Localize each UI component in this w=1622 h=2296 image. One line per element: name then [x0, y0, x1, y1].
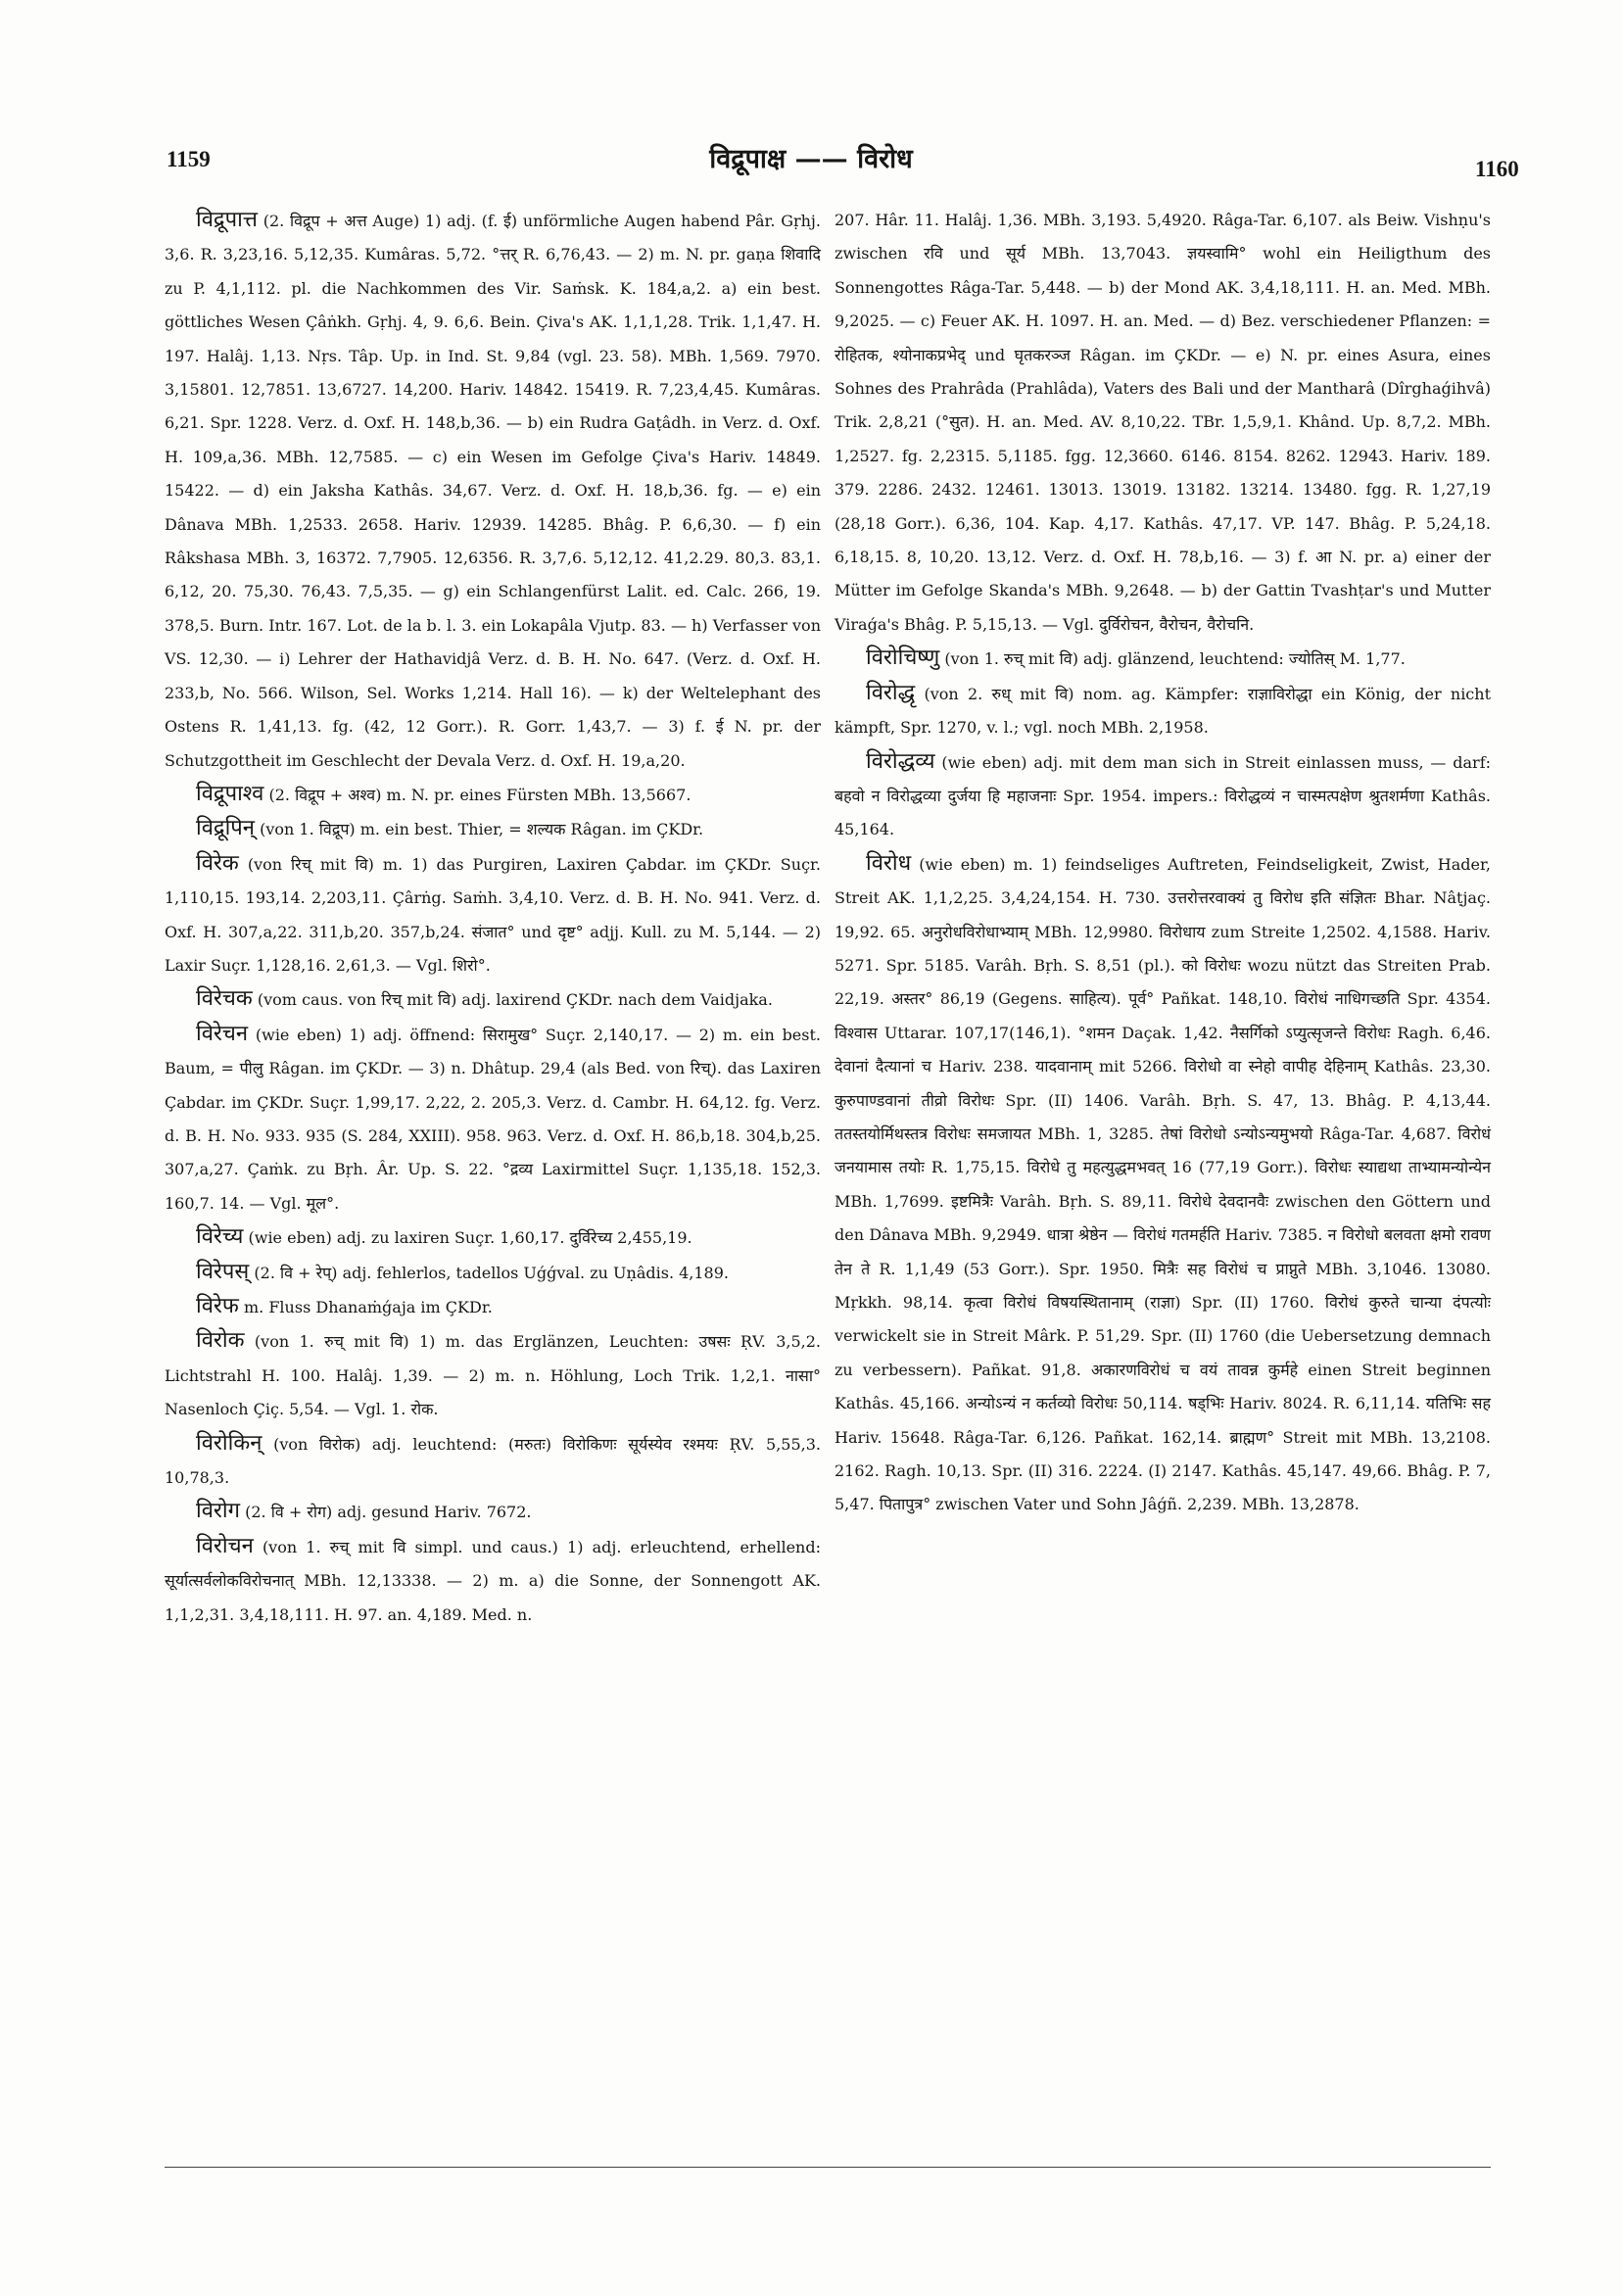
dictionary-entry: [165, 982, 821, 1017]
page-number-right: 1160: [1475, 157, 1519, 181]
dictionary-entry: [835, 204, 1491, 642]
dictionary-entry: [835, 745, 1491, 847]
entry-headword: विरोध: [866, 850, 912, 876]
entry-text: (wie eben) m. 1) feindseliges Auftreten, Feindseligkeit, Zwist, Hader, Streit AK. 1,1,2,25. 3,4,24,154. H. 730. उत्तरोत्तरवाक्यं तु विरोध इति संज्ञितः Bhar. Nâṭjaç. 19,92. 65. अनुरोधविरोधाभ्याम् MBh. 12,9980. विरोधाय zum Streite 1,2502. 4,1588. Hariv. 5271. Spr. 5185. Varâh. Bṛh. S. 8,51 (pl.). को विरोधः wozu nützt das Streiten Prab. 22,19. अस्तर° 86,19 (Gegens. साहित्य). पूर्व° Pañkat. 148,10. विरोधं नाधिगच्छति Spr. 4354. विश्वास Uttarar. 107,17(146,1). °शमन Daçak. 1,42. नैसर्गिको ऽप्युत्सृजन्ते विरोधः Ragh. 6,46. देवानां दैत्यानां च Hariv. 238. यादवानाम् mit 5266. विरोधो वा स्नेहो वापीह देहिनाम् Kathâs. 23,30. कुरुपाण्डवानां तीव्रो विरोधः Spr. (II) 1406. Varâh. Bṛh. S. 47, 13. Bhâg. P. 4,13,44. ततस्तयोर्मिथस्तत्र विरोधः समजायत MBh. 1, 3285. तेषां विरोधो ऽन्योऽन्यमुभयो Râga-Tar. 4,687. विरोधं जनयामास तयोः R. 1,75,15. विरोधे तु महत्युद्धमभवत् 16 (77,19 Gorr.). विरोधः स्याद्यथा ताभ्यामन्योन्येन MBh. 1,7699. इष्टमित्रैः Varâh. Bṛh. S. 89,11. विरोधे देवदानवैः zwischen den Göttern und den Dânava MBh. 9,2949. धात्रा श्रेष्ठेन — विरोधं गतमर्हति Hariv. 7385. न विरोधो बलवता क्षमो रावण तेन ते R. 1,1,49 (53 Gorr.). Spr. 1950. मित्रैः सह विरोधं च प्राप्नुते MBh. 3,1046. 13080. Mṛkkh. 98,14. कृत्वा विरोधं विषयस्थितानाम् (राज्ञा) Spr. (II) 1760. विरोधं कुरुते चान्या दंपत्योः verwickelt sie in Streit Mârk. P. 51,29. Spr. (II) 1760 (die Uebersetzung demnach zu verbessern). Pañkat. 91,8. अकारणविरोधं च वयं तावन्न कुर्महे einen Streit beginnen Kathâs. 45,166. अन्योऽन्यं न कर्तव्यो विरोधः 50,114. षड्भिः Hariv. 8024. R. 6,11,14. यतिभिः सह Hariv. 15648. Râga-Tar. 6,126. Pañkat. 162,14. ब्राह्मण° Streit mit MBh. 13,2108. 2162. Ragh. 10,13. Spr. (II) 316. 2224. (I) 2147. Kathâs. 45,147. 49,66. Bhâg. P. 7, 5,47. पितापुत्र° zwischen Vater und Sohn Jâǵñ. 2,239. MBh. 13,2878.: [835, 854, 1491, 1514]
entry-headword: विरोद्धृ: [866, 680, 916, 705]
right-column: [835, 204, 1491, 1522]
entry-headword: विद्रूपिन्: [196, 816, 256, 841]
entry-text: m. Fluss Dhanaṁǵaja im ÇKDr.: [243, 1298, 493, 1316]
entry-text: (wie eben) adj. zu laxiren Suçr. 1,60,17. दुर्विरेच्य 2,455,19.: [248, 1228, 692, 1248]
entry-headword: विरेचन: [196, 1021, 249, 1046]
entry-text: (von 1. रुच् mit वि) 1) m. das Erglänzen, Leuchten: उषसः ṚV. 3,5,2. Lichtstrahl H. 100. Halâj. 1,39. — 2) m. n. Höhlung, Loch Trik. 1,2,1. नासा° Nasenloch Çiç. 5,54. — Vgl. 1. रोक.: [165, 1332, 821, 1419]
entry-text: 207. Hâr. 11. Halâj. 1,36. MBh. 3,193. 5,4920. Râga-Tar. 6,107. als Beiw. Vishṇu's zwischen रवि und सूर्य MBh. 13,7043. ज्ञयस्वामि° wohl ein Heiligthum des Sonnengottes Râga-Tar. 5,448. — b) der Mond AK. 3,4,18,111. H. an. Med. MBh. 9,2025. — c) Feuer AK. H. 1097. H. an. Med. — d) Bez. verschiedener Pflanzen: = रोहितक, श्योनाकप्रभेद् und घृतकरञ्ज Râgan. im ÇKDr. — e) N. pr. eines Asura, eines Sohnes des Prahrâda (Prahlâda), Vaters des Bali und der Mantharâ (Dîrghaǵihvâ) Trik. 2,8,21 (°सुत). H. an. Med. AV. 8,10,22. TBr. 1,5,9,1. Khând. Up. 8,7,2. MBh. 1,2527. fg. 2,2315. 5,1185. fgg. 12,3660. 6146. 8154. 8262. 12943. Hariv. 189. 379. 2286. 2432. 12461. 13013. 13019. 13182. 13214. 13480. fgg. R. 1,27,19 (28,18 Gorr.). 6,36, 104. Kap. 4,17. Kathâs. 47,17. VP. 147. Bhâg. P. 5,24,18. 6,18,15. 8, 10,20. 13,12. Verz. d. Oxf. H. 78,b,16. — 3) f. आ N. pr. a) einer der Mütter im Gefolge Skanda's MBh. 9,2648. — b) der Gattin Tvashṭar's und Mutter Viraǵa's Bhâg. P. 5,15,13. — Vgl. दुर्विरोचन, वैरोचन, वैरोचनि.: [835, 211, 1491, 634]
page-number-left: 1159: [167, 147, 211, 171]
dictionary-entry: [835, 847, 1491, 1522]
entry-headword: विरोद्धव्य: [866, 748, 935, 774]
running-head: विद्रूपाक्ष —— विरोध: [709, 144, 913, 174]
entry-headword: विरेच्य: [196, 1224, 244, 1250]
entry-headword: विरेक: [196, 850, 239, 876]
entry-text: (2. वि + रोग) adj. gesund Hariv. 7672.: [245, 1503, 532, 1522]
dictionary-entry: [165, 1495, 821, 1529]
entry-text: (wie eben) 1) adj. öffnend: सिरामुख° Suçr. 2,140,17. — 2) m. ein best. Baum, = पीलु Râgan. im ÇKDr. — 3) n. Dhâtup. 29,4 (als Bed. von रिच्). das Laxiren Çabdar. im ÇKDr. Suçr. 1,99,17. 2,22, 2. 205,3. Verz. d. Cambr. H. 64,12. fg. Verz. d. B. H. No. 933. 935 (S. 284, XXIII). 958. 963. Verz. d. Oxf. H. 86,b,18. 304,b,25. 307,a,27. Çaṁk. zu Bṛh. Âr. Up. S. 22. °द्रव्य Laxirmittel Suçr. 1,135,18. 152,3. 160,7. 14. — Vgl. मूल°.: [165, 1025, 822, 1213]
dictionary-entry: [165, 1324, 821, 1426]
dictionary-entry: [165, 1427, 821, 1496]
entry-headword: विरेपस्: [196, 1259, 250, 1284]
entry-text: (von विरोक) adj. leuchtend: (मरुतः) विरोकिणः सूर्यस्येव रश्मयः ṚV. 5,55,3. 10,78,3.: [165, 1434, 821, 1488]
dictionary-entry: [835, 677, 1491, 745]
dictionary-entry: [165, 1290, 821, 1324]
entry-text: (von 1. रुच् mit वि simpl. und caus.) 1) adj. erleuchtend, erhellend: सूर्यात्सर्वलोकविरोचनात् MBh. 12,13338. — 2) m. a) die Sonne, der Sonnengott AK. 1,1,2,31. 3,4,18,111. H. 97. an. 4,189. Med. n.: [165, 1537, 821, 1624]
dictionary-entry: [165, 1530, 821, 1632]
entry-text: (wie eben) adj. mit dem man sich in Streit einlassen muss, — darf: बहवो न विरोद्धव्या दुर्जया हि महाजनाः Spr. 1954. impers.: विरोद्धव्यं न चास्मत्पक्षेण श्रुतशर्मणा Kathâs. 45,164.: [835, 752, 1492, 839]
entry-headword: विरोकिन्: [196, 1430, 262, 1456]
entry-text: (von 1. विद्रूप) m. ein best. Thier, = शल्यक Râgan. im ÇKDr.: [260, 820, 704, 839]
dictionary-entry: [165, 847, 821, 983]
dictionary-entry: [165, 778, 821, 812]
entry-headword: विद्रूपाश्व: [196, 781, 264, 806]
entry-headword: विरेफ: [196, 1294, 239, 1318]
dictionary-entry: [165, 204, 821, 778]
entry-headword: विरोचिष्णु: [866, 646, 940, 671]
dictionary-entry: [165, 812, 821, 846]
dictionary-entry: [165, 1256, 821, 1290]
entry-text: (2. विद्रूप + अत्त Auge) 1) adj. (f. ई) unförmliche Augen habend Pâr. Gṛhj. 3,6. R. 3,23,16. 5,12,35. Kumâras. 5,72. °त्तर् R. 6,76,43. — 2) m. N. pr. gaṇa शिवादि zu P. 4,1,112. pl. die Nachkommen des Vir. Saṁsk. K. 184,a,2. a) ein best. göttliches Wesen Çâṅkh. Gṛhj. 4, 9. 6,6. Bein. Çiva's AK. 1,1,1,28. Trik. 1,1,47. H. 197. Halâj. 1,13. Nṛs. Tâp. Up. in Ind. St. 9,84 (vgl. 23. 58). MBh. 1,569. 7970. 3,15801. 12,7851. 13,6727. 14,200. Hariv. 14842. 15419. R. 7,23,4,45. Kumâras. 6,21. Spr. 1228. Verz. d. Oxf. H. 148,b,36. — b) ein Rudra Gaṭâdh. in Verz. d. Oxf. H. 109,a,36. MBh. 12,7585. — c) ein Wesen im Gefolge Çiva's Hariv. 14849. 15422. — d) ein Jaksha Kathâs. 34,67. Verz. d. Oxf. H. 18,b,36. fg. — e) ein Dânava MBh. 1,2533. 2658. Hariv. 12939. 14285. Bhâg. P. 6,6,30. — f) ein Râkshasa MBh. 3, 16372. 7,7905. 12,6356. R. 3,7,6. 5,12,12. 41,2.29. 80,3. 83,1. 6,12, 20. 75,30. 76,43. 7,5,35. — g) ein Schlangenfürst Lalit. ed. Calc. 266, 19. 378,5. Burn. Intr. 167. Lot. de la b. l. 3. ein Lokapâla Vjutp. 83. — h) Verfasser von VS. 12,30. — i) Lehrer der Hathavidjâ Verz. d. B. H. No. 647. (Verz. d. Oxf. H. 233,b, No. 566. Wilson, Sel. Works 1,214. Hall 16). — k) der Weltelephant des Ostens R. 1,41,13. fg. (42, 12 Gorr.). R. Gorr. 1,43,7. — 3) f. ई N. pr. der Schutzgottheit im Geschlecht der Devala Verz. d. Oxf. H. 19,a,20.: [165, 212, 821, 770]
entry-text: (vom caus. von रिच् mit वि) adj. laxirend ÇKDr. nach dem Vaidjaka.: [257, 990, 773, 1010]
entry-headword: विरोचन: [196, 1533, 254, 1558]
entry-text: (2. वि + रेप्) adj. fehlerlos, tadellos Uǵǵval. zu Uṇâdis. 4,189.: [254, 1263, 730, 1282]
entry-text: (von रिच् mit वि) m. 1) das Purgiren, Laxiren Çabdar. im ÇKDr. Suçr. 1,110,15. 193,14. 2,203,11. Çârṅg. Saṁh. 3,4,10. Verz. d. B. H. No. 941. Verz. d. Oxf. H. 307,a,22. 311,b,20. 357,b,24. संजात° und दृष्ट° adjj. Kull. zu M. 5,144. — 2) Laxir Suçr. 1,128,16. 2,61,3. — Vgl. शिरो°.: [165, 854, 822, 975]
entry-text: (von 2. रुध् mit वि) nom. ag. Kämpfer: राज्ञाविरोद्धा ein König, der nicht kämpft, Spr. 1270, v. l.; vgl. noch MBh. 2,1958.: [835, 684, 1492, 738]
entry-text: (von 1. रुच् mit वि) adj. glänzend, leuchtend: ज्योतिस् M. 1,77.: [944, 649, 1406, 669]
left-column: [165, 204, 821, 1632]
entry-headword: विद्रूपात्त: [196, 208, 259, 232]
dictionary-entry: [835, 642, 1491, 676]
entry-headword: विरोक: [196, 1328, 245, 1354]
dictionary-entry: [165, 1220, 821, 1255]
entry-headword: विरेचक: [196, 986, 253, 1012]
dictionary-entry: [165, 1018, 821, 1220]
footer-rule: [165, 2167, 1491, 2168]
entry-text: (2. विद्रूप + अश्व) m. N. pr. eines Fürsten MBh. 13,5667.: [268, 785, 692, 804]
entry-headword: विरोग: [196, 1499, 241, 1524]
